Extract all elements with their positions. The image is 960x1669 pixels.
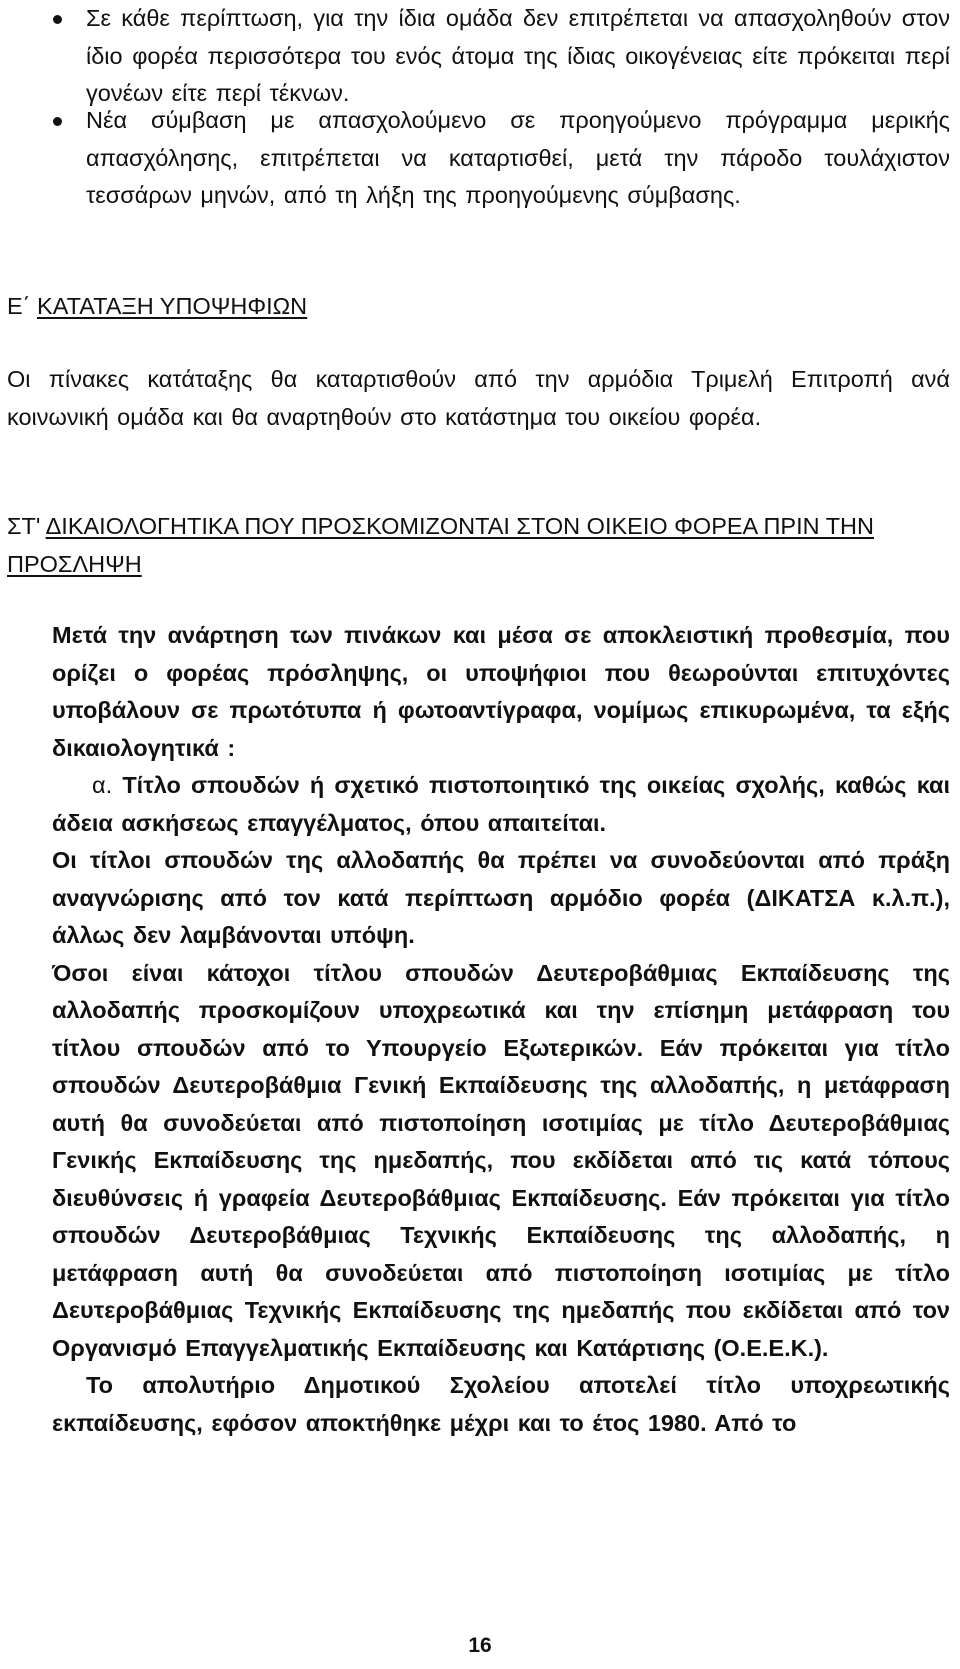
- primary-school-paragraph: Το απολυτήριο Δημοτικού Σχολείου αποτελεί τίτλο υποχρεωτικής εκπαίδευσης, εφόσον αποκτήθηκε μέχρι και το έτος 1980. Από το: [52, 1372, 950, 1436]
- section-e-body: Οι πίνακες κατάταξης θα καταρτισθούν από την αρμόδια Τριμελή Επιτροπή ανά κοινωνική ομάδα και θα αναρτηθούν στο κατάστημα του οικείου φορέα.: [7, 366, 950, 430]
- section-e-title: ΚΑΤΑΤΑΞΗ ΥΠΟΨΗΦΙΩΝ: [37, 293, 308, 319]
- secondary-education-paragraph: Όσοι είναι κάτοχοι τίτλου σπουδών Δευτεροβάθμιας Εκπαίδευσης της αλλοδαπής προσκομίζουν υποχρεωτικά και την επίσημη μετάφραση του τίτλου σπουδών από το Υπουργείο Εξωτερικών. Εάν πρόκειται για τίτλο σπουδών Δευτεροβάθμια Γενική Εκπαίδευσης της αλλοδαπής, η μετάφραση αυτή θα συνοδεύεται από πιστοποίηση ισοτιμίας με τίτλο Δευτεροβάθμιας Γενικής Εκπαίδευσης της ημεδαπής, που εκδίδεται από τις κατά τόπους διευθύνσεις ή γραφεία Δευτεροβάθμιας Εκπαίδευσης. Εάν πρόκειται για τίτλο σπουδών Δευτεροβάθμιας Τεχνικής Εκπαίδευσης της αλλοδαπής, η μετάφραση αυτή θα συνοδεύεται από πιστοποίηση ισοτιμίας με τίτλο Δευτεροβάθμιας Τεχνικής Εκπαίδευσης της ημεδαπής που εκδίδεται από τον Οργανισμό Επαγγελματικής Εκπαίδευσης και Κατάρτισης (Ο.Ε.Ε.Κ.).: [52, 959, 950, 1361]
- section-e-heading: [7, 288, 307, 326]
- bullet-text: Σε κάθε περίπτωση, για την ίδια ομάδα δεν επιτρέπεται να απασχοληθούν στον ίδιο φορέα περισσότερα του ενός άτομα της ίδιας οικογένειας είτε πρόκειται περί γονέων είτε περί τέκνων.: [86, 5, 950, 106]
- item-a-text: Τίτλο σπουδών ή σχετικό πιστοποιητικό της οικείας σχολής, καθώς και άδεια ασκήσεως επαγγέλματος, όπου απαιτείται.: [52, 772, 950, 836]
- section-st-body: [52, 617, 950, 1442]
- page-number: 16: [468, 1634, 492, 1657]
- section-e-number: Ε΄: [7, 293, 31, 319]
- bullet-dot-icon: [53, 117, 62, 126]
- section-st-heading: [7, 508, 950, 583]
- bullet-item: [40, 0, 950, 113]
- item-a-marker: α.: [92, 772, 113, 798]
- documents-intro: Μετά την ανάρτηση των πινάκων και μέσα σε αποκλειστική προθεσμία, που ορίζει ο φορέας πρόσληψης, οι υποψήφιοι που θεωρούνται επιτυχόντες υποβάλουν σε πρωτότυπα ή φωτοαντίγραφα, νομίμως επικυρωμένα, τα εξής δικαιολογητικά :: [52, 622, 950, 761]
- item-a: [52, 767, 950, 842]
- bullet-item: [40, 102, 950, 215]
- section-st-number: ΣΤ': [7, 513, 41, 539]
- bullet-dot-icon: [53, 15, 62, 24]
- bullet-text: Νέα σύμβαση με απασχολούμενο σε προηγούμενο πρόγραμμα μερικής απασχόλησης, επιτρέπεται να καταρτισθεί, μετά την πάροδο τουλάχιστον τεσσάρων μηνών, από τη λήξη της προηγούμενης σύμβασης.: [86, 107, 950, 208]
- section-st-title: ΔΙΚΑΙΟΛΟΓΗΤΙΚΑ ΠΟΥ ΠΡΟΣΚΟΜΙΖΟΝΤΑΙ ΣΤΟΝ ΟΙΚΕΙΟ ΦΟΡΕΑ ΠΡΙΝ ΤΗΝ ΠΡΟΣΛΗΨΗ: [7, 513, 874, 577]
- foreign-titles-paragraph: Οι τίτλοι σπουδών της αλλοδαπής θα πρέπει να συνοδεύονται από πράξη αναγνώρισης από τον κατά περίπτωση αρμόδιο φορέα (ΔΙΚΑΤΣΑ κ.λ.π.), άλλως δεν λαμβάνονται υπόψη.: [52, 847, 950, 948]
